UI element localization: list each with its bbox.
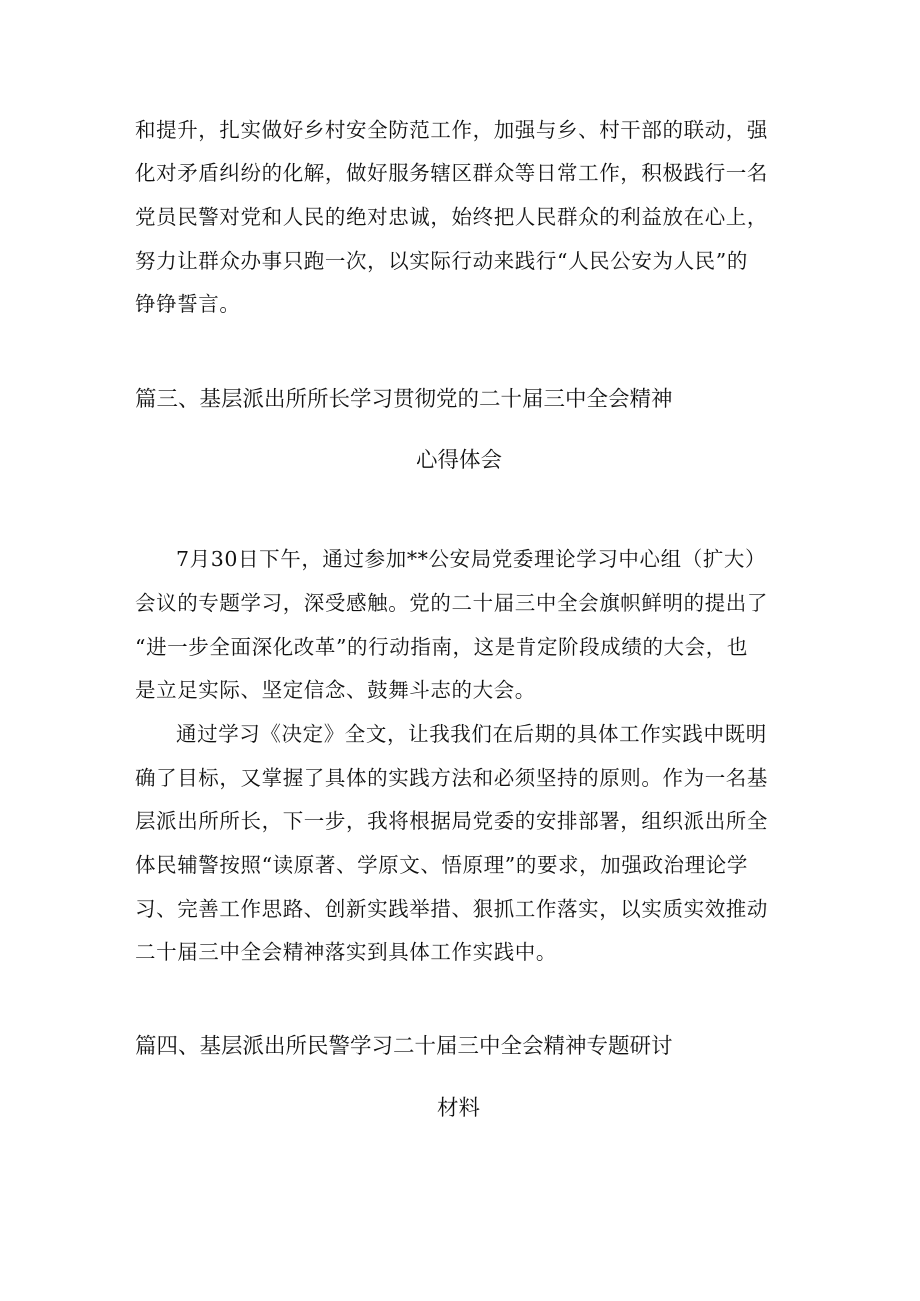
intro-line-1: 和提升，扎实做好乡村安全防范工作，加强与乡、村干部的联动，强	[135, 118, 768, 142]
section4-title-line-1: 篇四、基层派出所民警学习二十届三中全会精神专题研讨	[135, 1034, 673, 1059]
section3-title-line-1: 篇三、基层派出所所长学习贯彻党的二十届三中全会精神	[135, 387, 673, 412]
s3p2-line-3: 层派出所所长，下一步，我将根据局党委的安排部署，组织派出所全	[135, 809, 768, 833]
intro-line-5: 铮铮誓言。	[135, 292, 241, 316]
intro-line-2: 化对矛盾纠纷的化解，做好服务辖区群众等日常工作，积极践行一名	[135, 161, 768, 185]
intro-line-4: 努力让群众办事只跑一次，以实际行动来践行“人民公安为人民”的	[135, 249, 748, 273]
s3p1-line-2: 会议的专题学习，深受感触。党的二十届三中全会旗帜鲜明的提出了	[135, 591, 768, 615]
s3p1-line-4: 是立足实际、坚定信念、鼓舞斗志的大会。	[135, 678, 536, 702]
s3p2-line-1: 通过学习《决定》全文，让我我们在后期的具体工作实践中既明	[176, 722, 767, 746]
intro-line-3: 党员民警对党和人民的绝对忠诚，始终把人民群众的利益放在心上，	[135, 205, 768, 229]
section3-title-line-2: 心得体会	[416, 448, 503, 473]
s3p2-line-6: 二十届三中全会精神落实到具体工作实践中。	[135, 940, 557, 964]
section4-title-line-2: 材料	[437, 1096, 481, 1121]
s3p2-line-5: 习、完善工作思路、创新实践举措、狠抓工作落实，以实质实效推动	[135, 897, 768, 921]
s3p1-line-1: 7月30日下午，通过参加**公安局党委理论学习中心组（扩大）	[176, 547, 767, 571]
s3p2-line-4: 体民辅警按照“读原著、学原文、悟原理”的要求，加强政治理论学	[135, 853, 748, 877]
s3p2-line-2: 确了目标，又掌握了具体的实践方法和必须坚持的原则。作为一名基	[135, 766, 768, 790]
s3p1-line-3: “进一步全面深化改革”的行动指南，这是肯定阶段成绩的大会，也	[135, 635, 748, 659]
